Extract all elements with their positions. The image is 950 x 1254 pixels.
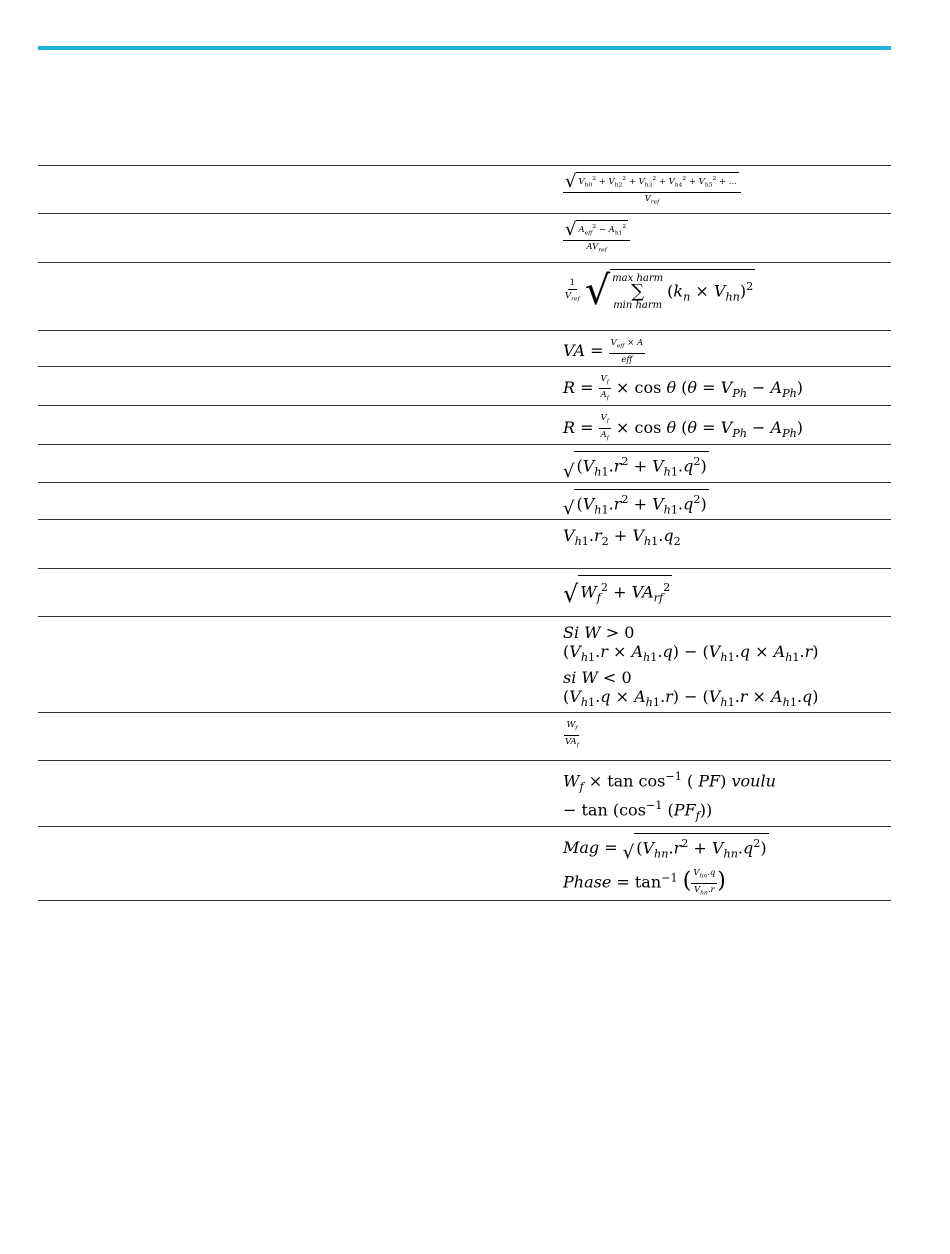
row-label xyxy=(38,263,563,331)
row-label xyxy=(38,214,563,263)
row-label xyxy=(38,760,563,826)
row-label xyxy=(38,826,563,900)
row-label xyxy=(38,366,563,405)
formula-fundamental-apparent-power: √ $W_f^2 + VA_{rf}^2$ xyxy=(563,569,891,617)
table-row xyxy=(38,482,891,520)
table-row xyxy=(38,826,891,900)
formula-reactive-power: Si W > 0 $(V_{h1}.r \times A_{h1}.q) - (V_{h1}.q \times A_{h1}.r)$ si W < 0 $(V_{h1}.q \times A_{h1}.r) - (V_{h1}.r \times A_{h1}.q)$ xyxy=(563,623,819,709)
table-row xyxy=(38,445,891,483)
table-row xyxy=(38,760,891,826)
table-row xyxy=(38,569,891,617)
formula-magnitude-2: √ $(V_{h1}.r^2 + V_{h1}.q^2)$ xyxy=(563,482,891,520)
table-row xyxy=(38,520,891,569)
row-label xyxy=(38,166,563,214)
formula-compensation: $W_f \times \tan \cos^{-1}$ ( PF) voulu − $\tan (\cos^{-1}$ $(PF_f)$) xyxy=(563,769,776,823)
formula-resistance-1: R = $\frac{V_f}{A_f}$ × cos θ $(\theta = V_{Ph} - A_{Ph})$ xyxy=(563,373,804,403)
formula-thd-current: √ $A_{eff}^2 - A_{h1}^2$ $AV_{ref}$ xyxy=(563,214,891,263)
formula-weighted-harmonics: $\frac{1}{V_{ref}}$ √ max harm ∑ min harm $(k_n \times V_{hn})^2$ xyxy=(565,268,754,314)
table-row xyxy=(38,617,891,712)
row-label xyxy=(38,712,563,760)
row-label xyxy=(38,617,563,712)
formula-thd-voltage: √ $V_{h0}^2 + V_{h2}^2 + V_{h3}^2 + V_{h4}^2 + V_{h5}^2$ + ... $V_{ref}$ xyxy=(563,166,891,214)
row-label xyxy=(38,406,563,445)
row-label xyxy=(38,445,563,483)
table-row xyxy=(38,366,891,405)
formula-sum-components: $V_{h1}.r_2 + V_{h1}.q_2$ xyxy=(563,526,681,549)
table-row xyxy=(38,712,891,760)
table-row xyxy=(38,406,891,445)
formula-apparent-power: VA = $\frac{V_{eff} \times A}{\text{eff}}$ xyxy=(563,338,644,365)
row-label xyxy=(38,482,563,520)
header-accent-rule xyxy=(38,46,891,50)
formula-resistance-2: R = $\frac{V_f}{A_f}$ × cos θ $(\theta = V_{Ph} - A_{Ph})$ xyxy=(563,413,804,442)
row-label xyxy=(38,331,563,367)
formula-magnitude-phase: Mag = √ $(V_{hn}.r^2 + V_{hn}.q^2)$ Phase = $\tan^{-1}$ ( $\frac{V_{hn}.q}{V_{hn}.r}$ ) xyxy=(563,826,891,900)
row-label xyxy=(38,520,563,569)
table-row xyxy=(38,263,891,331)
table-row xyxy=(38,166,891,214)
formula-table xyxy=(38,165,891,901)
formula-magnitude-1: √ $(V_{h1}.r^2 + V_{h1}.q^2)$ xyxy=(563,445,891,483)
table-row xyxy=(38,214,891,263)
table-row xyxy=(38,331,891,367)
row-label xyxy=(38,569,563,617)
formula-power-factor: $\frac{W_f}{VA_f}$ xyxy=(565,719,579,749)
